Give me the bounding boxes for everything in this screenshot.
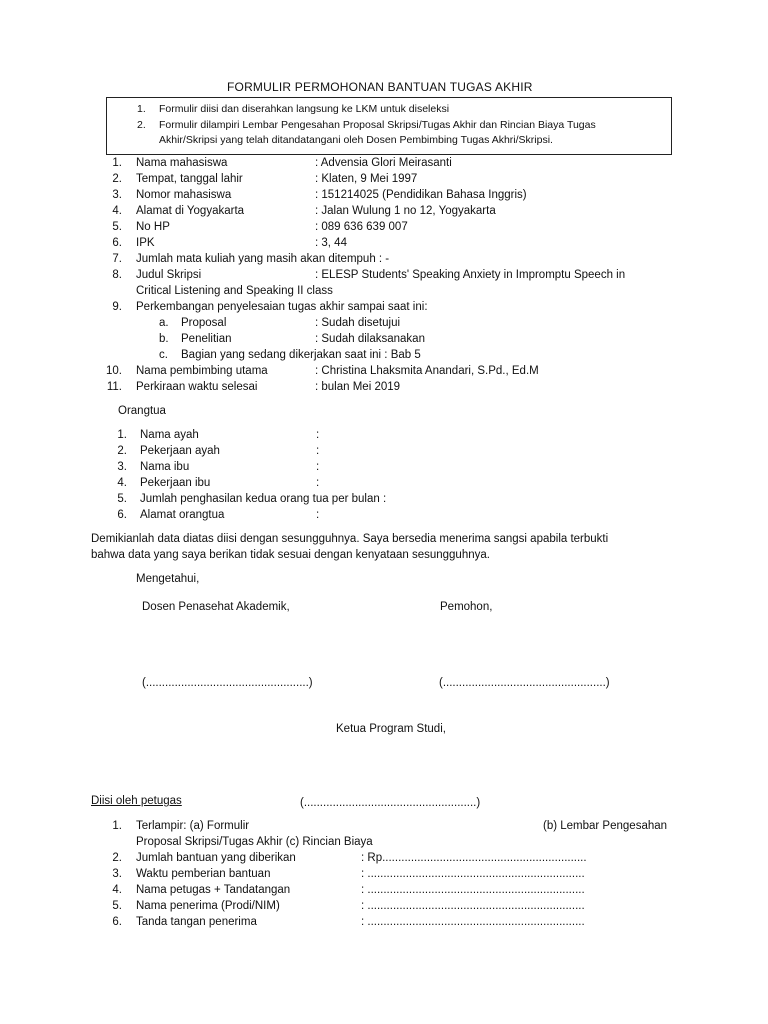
- officer-value: : ....................................................................: [361, 916, 585, 928]
- field-value: : Klaten, 9 Mei 1997: [315, 173, 418, 185]
- parent-value: :: [316, 461, 320, 473]
- field-number: 2.: [112, 173, 122, 185]
- officer-number: 1.: [112, 820, 122, 832]
- field-number: 4.: [112, 205, 122, 217]
- officer-label: Tanda tangan penerima: [136, 916, 257, 928]
- note-text: Akhir/Skripsi yang telah ditandatangani oleh Dosen Pembimbing Tugas Akhri/Skripsi.: [159, 134, 553, 146]
- progress-value: : Sudah disetujui: [315, 317, 401, 329]
- officer-number: 4.: [112, 884, 122, 896]
- field-label: Perkiraan waktu selesai: [136, 381, 258, 393]
- field-label-continued: Critical Listening and Speaking II class: [136, 285, 333, 297]
- officer-label-continued: Proposal Skripsi/Tugas Akhir (c) Rincian Biaya: [136, 836, 373, 848]
- officer-value: : ....................................................................: [361, 900, 585, 912]
- parent-label: Pekerjaan ayah: [140, 445, 220, 457]
- field-label: Alamat di Yogyakarta: [136, 205, 245, 217]
- parent-value: :: [316, 445, 320, 457]
- progress-letter: a.: [159, 317, 169, 329]
- parent-number: 4.: [117, 477, 127, 489]
- progress-label: Proposal: [181, 317, 227, 329]
- mengetahui-label: Mengetahui,: [136, 573, 200, 585]
- progress-label: Bagian yang sedang dikerjakan saat ini : Bab 5: [181, 349, 421, 361]
- officer-label: Waktu pemberian bantuan: [136, 868, 271, 880]
- officer-number: 3.: [112, 868, 122, 880]
- officer-heading: Diisi oleh petugas: [91, 795, 182, 807]
- parent-value: :: [316, 477, 320, 489]
- advisor-signature-line: (...................................................): [142, 677, 313, 689]
- officer-label: Nama petugas + Tandatangan: [136, 884, 291, 896]
- field-number: 8.: [112, 269, 122, 281]
- officer-value: : Rp................................................................: [361, 852, 587, 864]
- progress-label: Penelitian: [181, 333, 232, 345]
- field-number: 7.: [112, 253, 122, 265]
- progress-letter: c.: [159, 349, 168, 361]
- parent-label: Pekerjaan ibu: [140, 477, 211, 489]
- field-value: : ELESP Students' Speaking Anxiety in Impromptu Speech in: [315, 269, 626, 281]
- officer-signature-line: (......................................................): [300, 797, 481, 809]
- officer-label: Terlampir: (a) Formulir: [136, 820, 250, 832]
- field-number: 1.: [112, 157, 122, 169]
- note-text: Formulir diisi dan diserahkan langsung ke LKM untuk diseleksi: [159, 103, 450, 115]
- field-label: No HP: [136, 221, 170, 233]
- progress-value: : Sudah dilaksanakan: [315, 333, 425, 345]
- parent-label: Alamat orangtua: [140, 509, 225, 521]
- field-value: : 089 636 639 007: [315, 221, 408, 233]
- field-number: 9.: [112, 301, 122, 313]
- parent-label: Nama ibu: [140, 461, 190, 473]
- officer-number: 2.: [112, 852, 122, 864]
- field-value: : Advensia Glori Meirasanti: [315, 157, 452, 169]
- field-label: Perkembangan penyelesaian tugas akhir sampai saat ini:: [136, 301, 428, 313]
- field-label: Tempat, tanggal lahir: [136, 173, 243, 185]
- field-value: : bulan Mei 2019: [315, 381, 401, 393]
- parent-number: 3.: [117, 461, 127, 473]
- field-number: 5.: [112, 221, 122, 233]
- parent-value: :: [316, 509, 320, 521]
- head-of-program-label: Ketua Program Studi,: [336, 723, 446, 735]
- field-label: Judul Skripsi: [136, 269, 202, 281]
- parent-number: 2.: [117, 445, 127, 457]
- advisor-label: Dosen Penasehat Akademik,: [142, 601, 290, 613]
- officer-label: Jumlah bantuan yang diberikan: [136, 852, 296, 864]
- field-number: 3.: [112, 189, 122, 201]
- progress-letter: b.: [159, 333, 169, 345]
- note-number: 1.: [137, 103, 146, 115]
- field-value: : 3, 44: [315, 237, 347, 249]
- note-text: Formulir dilampiri Lembar Pengesahan Proposal Skripsi/Tugas Akhir dan Rincian Biaya Tugas: [159, 119, 596, 131]
- applicant-label: Pemohon,: [440, 601, 493, 613]
- field-label: Nama mahasiswa: [136, 157, 228, 169]
- field-value: : Christina Lhaksmita Anandari, S.Pd., Ed.M: [315, 365, 539, 377]
- parent-number: 1.: [117, 429, 127, 441]
- field-value: : 151214025 (Pendidikan Bahasa Inggris): [315, 189, 527, 201]
- parent-label: Jumlah penghasilan kedua orang tua per bulan :: [140, 493, 387, 505]
- field-label: Jumlah mata kuliah yang masih akan ditempuh : -: [136, 253, 390, 265]
- parents-heading: Orangtua: [118, 405, 166, 417]
- officer-value: : ....................................................................: [361, 868, 585, 880]
- parent-label: Nama ayah: [140, 429, 199, 441]
- note-number: 2.: [137, 119, 146, 131]
- field-number: 6.: [112, 237, 122, 249]
- field-label: Nama pembimbing utama: [136, 365, 268, 377]
- statement-line: bahwa data yang saya berikan tidak sesuai dengan kenyataan sesungguhnya.: [91, 549, 490, 561]
- officer-value: : ....................................................................: [361, 884, 585, 896]
- field-label: IPK: [136, 237, 155, 249]
- officer-number: 5.: [112, 900, 122, 912]
- field-number: 10.: [106, 365, 122, 377]
- parent-number: 5.: [117, 493, 127, 505]
- field-value: : Jalan Wulung 1 no 12, Yogyakarta: [315, 205, 496, 217]
- parent-value: :: [316, 429, 320, 441]
- instructions-box: [106, 97, 672, 155]
- field-label: Nomor mahasiswa: [136, 189, 232, 201]
- field-number: 11.: [106, 381, 122, 393]
- parent-number: 6.: [117, 509, 127, 521]
- officer-label: Nama penerima (Prodi/NIM): [136, 900, 280, 912]
- statement-line: Demikianlah data diatas diisi dengan sesungguhnya. Saya bersedia menerima sangsi apabila terbukti: [91, 533, 609, 545]
- form-title: FORMULIR PERMOHONAN BANTUAN TUGAS AKHIR: [227, 80, 533, 94]
- applicant-signature-line: (...................................................): [439, 677, 610, 689]
- officer-value: (b) Lembar Pengesahan: [543, 820, 668, 832]
- officer-number: 6.: [112, 916, 122, 928]
